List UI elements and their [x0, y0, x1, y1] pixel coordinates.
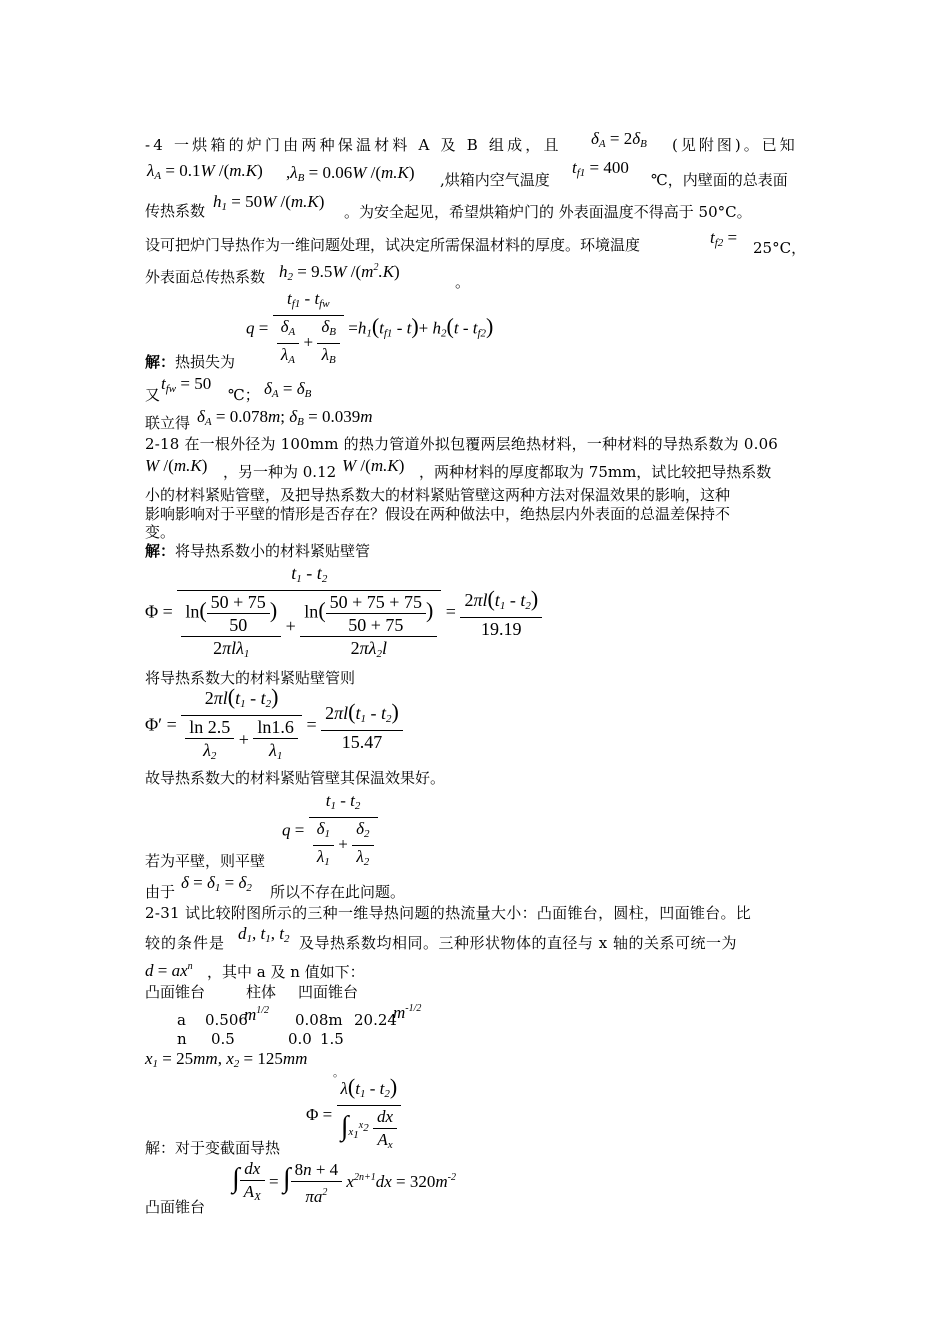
p1-line1: -4 一烘箱的炉门由两种保温材料 A 及 B 组成，且: [145, 136, 562, 154]
p3-n-concave: 1.5: [320, 1030, 344, 1048]
p3-n-cylinder: 0.0: [288, 1030, 312, 1048]
p1-lambda-a: $\lambda_A = 0.1W$ /(m.K): [147, 161, 263, 182]
p3-line2-text: 较的条件是: [145, 934, 226, 952]
p1-h2: $h_2 = 9.5W$ $/(m^2.K)$: [279, 262, 400, 283]
p2-line1: 2-18 在一根外径为 100mm 的热力管道外拟包覆两层绝热材料，一种材料的导热系数为 0.06: [145, 435, 779, 453]
p2-unit2: W /(m.K): [342, 456, 405, 475]
p3-a-concave-unit: $m^{-1/2}$: [393, 1003, 422, 1022]
p3-a-convex-unit: $m^{1/2}$: [244, 1005, 270, 1024]
p1-line3-text: 传热系数: [145, 202, 206, 220]
p3-x-range-tail: 。: [333, 1066, 344, 1079]
p1-joint-label: 联立得: [145, 414, 191, 432]
p2-since-label: 由于: [145, 883, 176, 901]
p1-joint-result: $\delta_A = 0.078m$; $\delta_B = 0.039m$: [197, 407, 373, 428]
p2-phi-equation1: Φ = $t_1 - t_2$ ln( $\frac{50 + 75}{50}$ ) 2πlλ$_1$ + ln( $\frac{50 + 75 + 75}{50 + 75}$ ) $2\pi\lambda_2l$ = $\frac{2\pi l(t_1 - t_2)}{19.19}$: [145, 562, 542, 665]
p2-line4: 影响影响对于平壁的情形是否存在？假设在两种做法中，绝热层内外表面的总温差保持不: [145, 505, 731, 523]
p2-case2: 将导热系数大的材料紧贴壁管则: [145, 669, 356, 687]
p1-solution-line: 解：热损失为: [145, 353, 236, 371]
p1-tfw: $t_{fw} = 50$: [161, 374, 212, 395]
p2-since-tail: 所以不存在此问题。: [270, 883, 406, 901]
p1-delta-equal: $\delta_A = \delta_B$: [264, 379, 312, 400]
p1-q-equation: q = $t_{f1} - t_{fw}$ $\frac{\delta_A}{\lambda_A}$ + $\frac{\delta_B}{\lambda_B}$ $=h_1(t_{f1} - t)+ h_2(t - t_{f2})$: [246, 289, 494, 366]
p2-flat-wall: 若为平壁，则平壁: [145, 852, 266, 870]
p3-convex-label: 凸面锥台: [145, 1198, 206, 1216]
p1-delta-relation: $\delta_A = 2\delta_B$: [591, 129, 647, 150]
p3-diameter-relation: $d = ax^n$: [145, 961, 193, 980]
p3-phi-integral: Φ = $\lambda(t_1 - t_2)$ $\int x_1^{x_2}$ $\frac{dx}{A_x}$: [306, 1076, 401, 1156]
p1-h1: $h_1 = 50W$ /(m.K): [213, 192, 325, 213]
p3-header-convex: 凸面锥台: [145, 983, 206, 1001]
p3-n-convex: 0.5: [211, 1030, 235, 1048]
p3-header-concave: 凹面锥台: [298, 983, 359, 1001]
p3-line3-tail: ，其中 a 及 n 值如下：: [207, 963, 365, 981]
p3-a-cylinder: 0.08m: [295, 1011, 343, 1029]
p2-q-flat-equation: q = $t_1 - t_2$ $\frac{\delta_1}{\lambda_1}$ + $\frac{\delta_2}{\lambda_2}$: [282, 790, 378, 873]
p1-line4-tail: 25°C，: [753, 239, 807, 257]
p2-line3: 小的材料紧贴管壁，及把导热系数大的材料紧贴管壁这两种方法对保温效果的影响，这种: [145, 486, 731, 504]
p3-header-cylinder: 柱体: [246, 983, 277, 1001]
p3-row-a-label: a: [177, 1011, 186, 1029]
p1-line2-text: ,烘箱内空气温度: [440, 171, 550, 189]
p1-again-label: 又: [145, 386, 161, 404]
p3-line1: 2-31 试比较附图所示的三种一维导热问题的热流量大小：凸面锥台，圆柱，凹面锥台。比: [145, 904, 752, 922]
p2-phi-equation2: Φ′ = $2\pi l(t_1 - t_2)$ $\frac{\ln 2.5}{\lambda_2}$ + $\frac{\ln 1.6}{\lambda_1}$ = $\frac{2\pi l(t_1 - t_2)}{15.47}$: [145, 686, 403, 767]
p1-line4: 设可把炉门导热作为一维问题处理，试决定所需保温材料的厚度。环境温度: [145, 236, 641, 254]
p1-tf2: $t_{f2}$ =: [710, 228, 738, 249]
p2-since-equation: $\delta = \delta_1 = \delta_2$: [181, 873, 252, 894]
p2-unit1: W /(m.K): [145, 456, 208, 475]
p2-line2-tail: ，两种材料的厚度都取为 75mm，试比较把导热系数: [419, 463, 772, 481]
p1-tf1: $t_{f1} = 400$: [572, 158, 629, 179]
p3-solution: 解：对于变截面导热: [145, 1139, 281, 1157]
p3-convex-integral: ∫ $\frac{dx}{A_X}$ = ∫ $\frac{8n + 4}{\pi a^2}$ $x^{2n+1}dx = 320m^{-2}$: [232, 1159, 456, 1206]
p3-a-concave: 20.24: [354, 1011, 397, 1029]
p1-line5: 外表面总传热系数: [145, 268, 266, 286]
p2-solution-line: 解：将导热系数小的材料紧贴壁管: [145, 542, 371, 560]
p3-conditions: $d_1$, $t_1$, $t_2$: [238, 924, 290, 945]
p1-line2-tail: ℃，内壁面的总表面: [651, 171, 788, 189]
p1-again-tail: ℃；: [228, 386, 260, 404]
p2-line2-text: ，另一种为 0.12: [223, 463, 337, 481]
p2-conclusion: 故导热系数大的材料紧贴管壁其保温效果好。: [145, 769, 446, 787]
p1-line5-tail: 。: [455, 273, 471, 291]
p1-lambda-b: $,\lambda_B = 0.06W$ /(m.K): [286, 163, 415, 184]
p3-x-range: $x_1 = 25mm$, $x_2 = 125mm$: [145, 1049, 308, 1070]
p1-line1-tail: (见附图)。已知: [672, 136, 798, 154]
p3-a-convex: 0.506: [205, 1011, 248, 1029]
p3-line2-tail: 及导热系数均相同。三种形状物体的直径与 x 轴的关系可统一为: [299, 934, 737, 952]
p1-line3-tail: 。为安全起见，希望烘箱炉门的 外表面温度不得高于 50°C。: [344, 203, 752, 221]
p2-line5: 变。: [145, 523, 176, 541]
p3-row-n-label: n: [177, 1030, 187, 1048]
